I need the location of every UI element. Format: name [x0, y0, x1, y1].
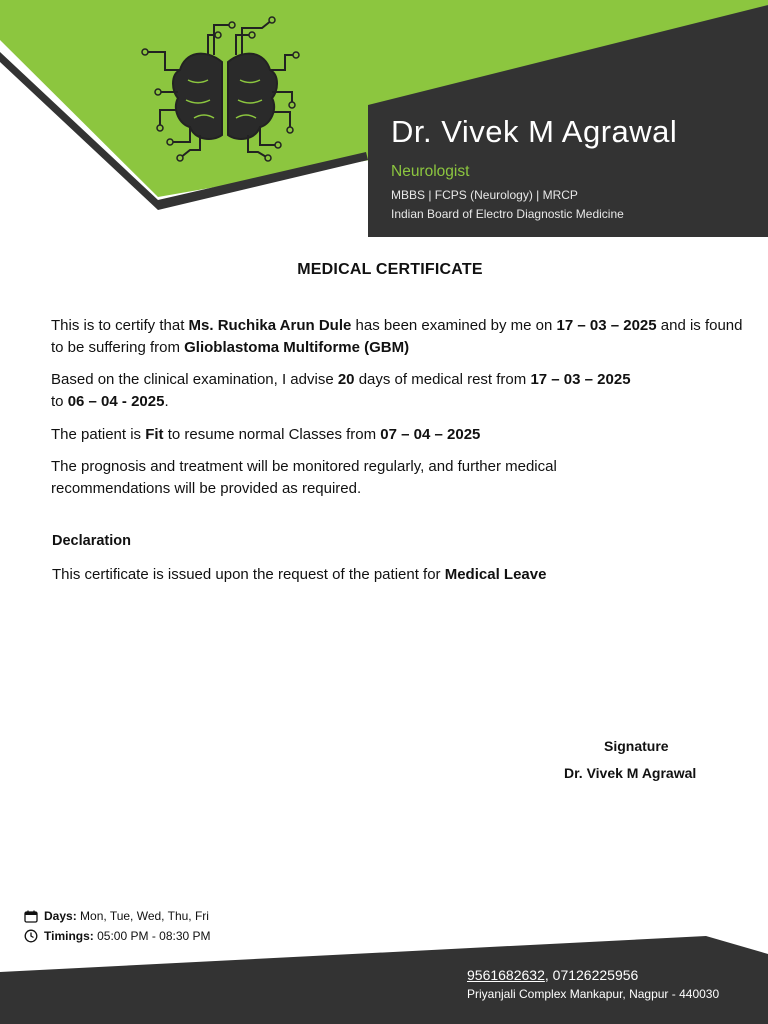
days-value: Mon, Tue, Wed, Thu, Fri — [76, 909, 209, 923]
certificate-title: MEDICAL CERTIFICATE — [297, 261, 483, 278]
timings-label: Timings: — [44, 929, 94, 943]
certification-paragraph: This is to certify that Ms. Ruchika Arun Dule has been examined by me on 17 – 03 – 2025 and is found to be suffering from Glioblastoma Multiforme (GBM) — [51, 317, 743, 356]
signature-label: Signature — [604, 738, 669, 754]
signature-name: Dr. Vivek M Agrawal — [564, 765, 697, 781]
resume-date: 07 – 04 – 2025 — [380, 426, 481, 443]
doctor-board: Indian Board of Electro Diagnostic Medicine — [391, 207, 624, 221]
days-row — [24, 909, 209, 923]
timings-value: 05:00 PM - 08:30 PM — [93, 929, 211, 943]
days-label: Days: — [44, 909, 77, 923]
footer-dark-panel — [0, 936, 768, 1024]
diagnosis: Glioblastoma Multiforme (GBM) — [184, 339, 410, 356]
prognosis-paragraph: The prognosis and treatment will be monitored regularly, and further medical recommendations will be provided as required. — [51, 458, 557, 497]
clinic-address: Priyanjali Complex Mankapur, Nagpur - 440030 — [467, 987, 720, 1001]
leave-purpose: Medical Leave — [444, 566, 547, 583]
rest-advice-paragraph: Based on the clinical examination, I advise 20 days of medical rest from 17 – 03 – 2025 to 06 – 04 - 2025. — [51, 371, 631, 410]
fitness-paragraph: The patient is Fit to resume normal Classes from 07 – 04 – 2025 — [51, 426, 481, 443]
rest-days: 20 — [337, 371, 355, 388]
contact-phones: 9561682632, 07126225956 — [467, 967, 639, 983]
doctor-name: Dr. Vivek M Agrawal — [391, 114, 678, 149]
phone-secondary: 07126225956 — [552, 967, 639, 983]
rest-to-date: 06 – 04 - 2025 — [67, 393, 165, 410]
doctor-specialty: Neurologist — [391, 163, 470, 180]
declaration-text: This certificate is issued upon the request of the patient for Medical Leave — [52, 566, 547, 583]
declaration-heading: Declaration — [52, 533, 131, 549]
footer-banner — [0, 930, 768, 1024]
patient-name: Ms. Ruchika Arun Dule — [188, 317, 352, 334]
phone-link-primary[interactable]: 9561682632 — [467, 967, 545, 983]
calendar-icon — [24, 910, 38, 923]
rest-from-date: 17 – 03 – 2025 — [530, 371, 631, 388]
doctor-qualifications: MBBS | FCPS (Neurology) | MRCP — [391, 188, 578, 202]
fitness-status: Fit — [145, 426, 164, 443]
exam-date: 17 – 03 – 2025 — [556, 317, 657, 334]
